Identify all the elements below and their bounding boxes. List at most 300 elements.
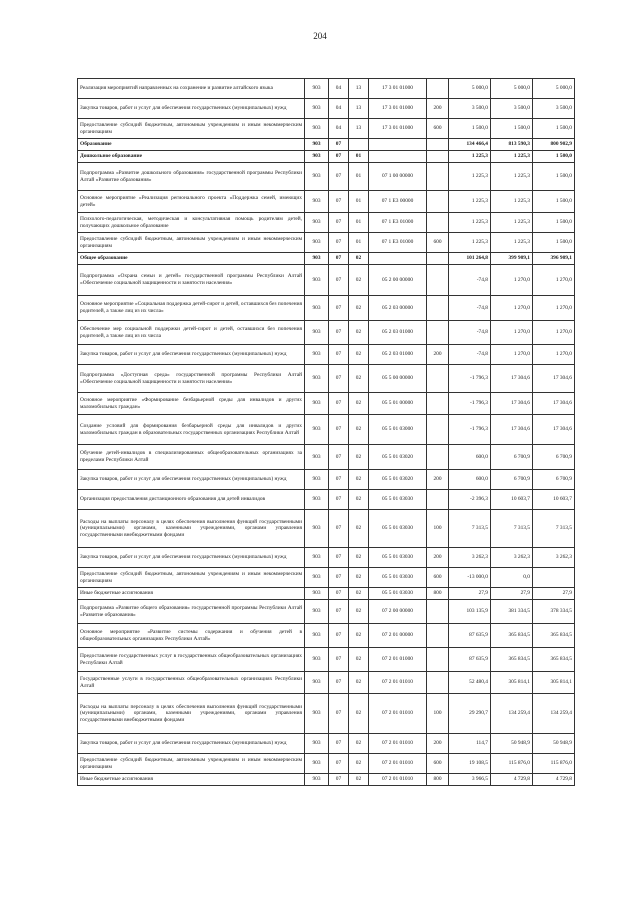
amount-year-3-cell: 134 259,4 [533, 694, 575, 734]
amount-year-1-cell: -1 796,3 [449, 415, 491, 445]
subsection-code-cell: 13 [349, 99, 369, 119]
expense-type-cell [427, 296, 449, 321]
table-row [78, 296, 575, 321]
table-row [78, 321, 575, 345]
subsection-code-cell: 01 [349, 233, 369, 253]
ministry-code-cell: 903 [305, 365, 329, 393]
ministry-code-cell: 903 [305, 99, 329, 119]
amount-year-3-cell: 1 270,0 [533, 296, 575, 321]
expense-name-cell: Основное мероприятие «Формирование безбарьерной среды для инвалидов и других маломобильных граждан» [78, 393, 305, 415]
amount-year-3-cell: 1 500,0 [533, 151, 575, 163]
subsection-code-cell: 13 [349, 79, 369, 99]
target-article-cell: 05 5 01 03030 [369, 548, 427, 568]
expense-name-cell: Иные бюджетные ассигнования [78, 774, 305, 786]
subsection-code-cell: 02 [349, 672, 369, 694]
amount-year-3-cell: 1 270,0 [533, 345, 575, 365]
subsection-code-cell: 02 [349, 365, 369, 393]
amount-year-1-cell: 3 500,0 [449, 99, 491, 119]
subsection-code-cell: 02 [349, 510, 369, 548]
target-article-cell: 07 2 01 00000 [369, 624, 427, 648]
subsection-code-cell: 01 [349, 163, 369, 191]
table-row [78, 445, 575, 470]
amount-year-3-cell: 7 313,5 [533, 510, 575, 548]
amount-year-2-cell: 1 225,3 [491, 191, 533, 213]
amount-year-2-cell: 3 262,3 [491, 548, 533, 568]
table-row [78, 672, 575, 694]
expense-type-cell [427, 151, 449, 163]
ministry-code-cell: 903 [305, 345, 329, 365]
ministry-code-cell: 903 [305, 548, 329, 568]
section-code-cell: 07 [329, 191, 349, 213]
target-article-cell: 05 5 00 00000 [369, 365, 427, 393]
section-code-cell: 07 [329, 548, 349, 568]
amount-year-2-cell: 1 225,3 [491, 151, 533, 163]
amount-year-3-cell: 1 500,0 [533, 119, 575, 139]
section-code-cell: 07 [329, 233, 349, 253]
subsection-code-cell: 02 [349, 624, 369, 648]
table-row [78, 600, 575, 624]
expense-type-cell: 600 [427, 233, 449, 253]
amount-year-2-cell: 115 876,0 [491, 754, 533, 774]
subsection-code-cell: 02 [349, 415, 369, 445]
amount-year-3-cell: 1 500,0 [533, 163, 575, 191]
amount-year-1-cell: 3 262,3 [449, 548, 491, 568]
amount-year-2-cell: 1 270,0 [491, 296, 533, 321]
target-article-cell: 07 2 01 01010 [369, 754, 427, 774]
table-row [78, 253, 575, 265]
expense-name-cell: Закупка товаров, работ и услуг для обеспечения государственных (муниципальных) нужд [78, 734, 305, 754]
amount-year-1-cell: 1 225,3 [449, 233, 491, 253]
ministry-code-cell: 903 [305, 754, 329, 774]
amount-year-3-cell: 17 304,6 [533, 393, 575, 415]
section-code-cell: 07 [329, 139, 349, 151]
amount-year-1-cell: -74,8 [449, 265, 491, 296]
page-number: 204 [313, 31, 327, 41]
expense-name-cell: Дошкольное образование [78, 151, 305, 163]
amount-year-3-cell: 3 500,0 [533, 99, 575, 119]
subsection-code-cell: 02 [349, 648, 369, 672]
amount-year-2-cell: 5 000,0 [491, 79, 533, 99]
section-code-cell: 07 [329, 321, 349, 345]
subsection-code-cell: 02 [349, 774, 369, 786]
section-code-cell: 07 [329, 672, 349, 694]
amount-year-2-cell: 6 700,9 [491, 470, 533, 490]
expense-name-cell: Предоставление субсидий бюджетным, автономным учреждениям и иным некоммерческим организациям [78, 568, 305, 588]
expense-type-cell: 200 [427, 99, 449, 119]
subsection-code-cell: 02 [349, 321, 369, 345]
subsection-code-cell: 02 [349, 345, 369, 365]
subsection-code-cell: 01 [349, 191, 369, 213]
ministry-code-cell: 903 [305, 265, 329, 296]
expense-name-cell: Предоставление субсидий бюджетным, автономным учреждениям и иным некоммерческим организациям [78, 119, 305, 139]
target-article-cell: 07 1 00 00000 [369, 163, 427, 191]
expense-name-cell: Закупка товаров, работ и услуг для обеспечения государственных (муниципальных) нужд [78, 548, 305, 568]
table-row [78, 734, 575, 754]
section-code-cell: 07 [329, 163, 349, 191]
expense-name-cell: Подпрограмма «Развитие общего образования» государственной программы Республики Алтай «Развитие образования» [78, 600, 305, 624]
expense-type-cell [427, 79, 449, 99]
amount-year-3-cell: 27,9 [533, 588, 575, 600]
expense-type-cell [427, 321, 449, 345]
subsection-code-cell: 13 [349, 119, 369, 139]
table-row [78, 99, 575, 119]
amount-year-1-cell: 600,0 [449, 445, 491, 470]
expense-name-cell: Расходы на выплаты персоналу в целях обеспечения выполнения функций государственными (муниципальными) органами, казенными учреждениями, органами управления государственными внебюджетными фондами [78, 510, 305, 548]
target-article-cell [369, 151, 427, 163]
ministry-code-cell: 903 [305, 588, 329, 600]
expense-type-cell: 200 [427, 345, 449, 365]
subsection-code-cell: 02 [349, 600, 369, 624]
ministry-code-cell: 903 [305, 672, 329, 694]
expense-type-cell [427, 672, 449, 694]
section-code-cell: 07 [329, 365, 349, 393]
expense-type-cell [427, 648, 449, 672]
subsection-code-cell: 02 [349, 694, 369, 734]
expense-type-cell: 600 [427, 754, 449, 774]
ministry-code-cell: 903 [305, 648, 329, 672]
ministry-code-cell: 903 [305, 490, 329, 510]
amount-year-1-cell: 1 225,3 [449, 151, 491, 163]
amount-year-1-cell: 101 264,8 [449, 253, 491, 265]
target-article-cell: 17 3 01 01000 [369, 99, 427, 119]
subsection-code-cell: 02 [349, 490, 369, 510]
target-article-cell: 05 5 01 03030 [369, 490, 427, 510]
amount-year-2-cell: 50 948,9 [491, 734, 533, 754]
subsection-code-cell: 02 [349, 588, 369, 600]
expense-type-cell [427, 415, 449, 445]
expense-type-cell: 100 [427, 510, 449, 548]
expense-type-cell [427, 139, 449, 151]
subsection-code-cell: 02 [349, 393, 369, 415]
expense-name-cell: Создание условий для формирования безбарьерной среды для инвалидов и других маломобильных граждан в образовательных государственных организациях Республики Алтай [78, 415, 305, 445]
amount-year-2-cell: 1 225,3 [491, 233, 533, 253]
section-code-cell: 07 [329, 415, 349, 445]
subsection-code-cell: 02 [349, 445, 369, 470]
table-row [78, 415, 575, 445]
expense-name-cell: Подпрограмма «Доступная среда» государственной программы Республики Алтай «Обеспечение социальной защищенности и занятости населения» [78, 365, 305, 393]
amount-year-3-cell: 17 304,6 [533, 415, 575, 445]
amount-year-1-cell: -74,8 [449, 321, 491, 345]
subsection-code-cell: 02 [349, 734, 369, 754]
table-row [78, 79, 575, 99]
target-article-cell: 05 5 01 03020 [369, 470, 427, 490]
subsection-code-cell: 02 [349, 548, 369, 568]
expense-name-cell: Предоставление субсидий бюджетным, автономным учреждениям и иным некоммерческим организациям [78, 233, 305, 253]
amount-year-1-cell: 1 225,3 [449, 213, 491, 233]
expense-type-cell: 200 [427, 734, 449, 754]
target-article-cell: 07 2 01 01010 [369, 734, 427, 754]
expense-type-cell [427, 365, 449, 393]
table-row [78, 548, 575, 568]
amount-year-3-cell [533, 568, 575, 588]
target-article-cell: 05 5 01 00000 [369, 393, 427, 415]
amount-year-3-cell: 305 814,1 [533, 672, 575, 694]
ministry-code-cell: 903 [305, 151, 329, 163]
ministry-code-cell: 903 [305, 119, 329, 139]
amount-year-2-cell: 1 270,0 [491, 265, 533, 296]
section-code-cell: 07 [329, 734, 349, 754]
table-row [78, 510, 575, 548]
amount-year-3-cell: 6 700,9 [533, 470, 575, 490]
table-row [78, 754, 575, 774]
section-code-cell: 04 [329, 99, 349, 119]
table-row [78, 648, 575, 672]
ministry-code-cell: 903 [305, 79, 329, 99]
expense-name-cell: Предоставление государственных услуг в государственных общеобразовательных организациях Республики Алтай [78, 648, 305, 672]
amount-year-1-cell: 1 225,3 [449, 191, 491, 213]
amount-year-3-cell: 1 500,0 [533, 213, 575, 233]
target-article-cell: 05 2 03 00000 [369, 296, 427, 321]
ministry-code-cell: 903 [305, 600, 329, 624]
table-row [78, 139, 575, 151]
expense-type-cell [427, 265, 449, 296]
section-code-cell: 07 [329, 510, 349, 548]
ministry-code-cell: 903 [305, 624, 329, 648]
amount-year-2-cell: 17 304,6 [491, 393, 533, 415]
expense-name-cell: Психолого-педагогическая, методическая и консультативная помощь родителям детей, получающих дошкольное образование [78, 213, 305, 233]
expense-type-cell [427, 490, 449, 510]
amount-year-2-cell: 10 603,7 [491, 490, 533, 510]
table-row [78, 191, 575, 213]
amount-year-1-cell: 5 000,0 [449, 79, 491, 99]
amount-year-3-cell: 5 000,0 [533, 79, 575, 99]
table-row [78, 119, 575, 139]
table-row [78, 345, 575, 365]
expense-type-cell [427, 163, 449, 191]
section-code-cell: 07 [329, 648, 349, 672]
amount-year-1-cell: 3 966,5 [449, 774, 491, 786]
subsection-code-cell: 02 [349, 253, 369, 265]
target-article-cell: 05 5 01 03030 [369, 510, 427, 548]
subsection-code-cell: 01 [349, 151, 369, 163]
amount-year-3-cell: 800 902,9 [533, 139, 575, 151]
target-article-cell: 07 2 01 01010 [369, 694, 427, 734]
table-row [78, 624, 575, 648]
subsection-code-cell: 02 [349, 754, 369, 774]
amount-year-1-cell: -2 396,3 [449, 490, 491, 510]
amount-year-3-cell: 6 700,9 [533, 445, 575, 470]
amount-year-3-cell: 50 948,9 [533, 734, 575, 754]
amount-year-3-cell: 365 834,5 [533, 624, 575, 648]
ministry-code-cell: 903 [305, 296, 329, 321]
ministry-code-cell: 903 [305, 191, 329, 213]
ministry-code-cell: 903 [305, 694, 329, 734]
amount-year-1-cell: 103 135,9 [449, 600, 491, 624]
amount-year-1-cell: -74,8 [449, 345, 491, 365]
section-code-cell: 07 [329, 345, 349, 365]
ministry-code-cell: 903 [305, 253, 329, 265]
amount-year-3-cell: 17 304,6 [533, 365, 575, 393]
expense-name-cell: Основное мероприятие «Развитие системы содержания и обучения детей в общеобразовательных организациях Республики Алтай» [78, 624, 305, 648]
table-row [78, 694, 575, 734]
amount-year-2-cell: 27,9 [491, 588, 533, 600]
amount-year-2-cell: 134 259,4 [491, 694, 533, 734]
amount-year-1-cell: 1 225,3 [449, 163, 491, 191]
expense-name-cell: Закупка товаров, работ и услуг для обеспечения государственных (муниципальных) нужд [78, 99, 305, 119]
expense-type-cell [427, 600, 449, 624]
ministry-code-cell: 903 [305, 470, 329, 490]
expense-name-cell: Общее образование [78, 253, 305, 265]
section-code-cell: 07 [329, 490, 349, 510]
amount-year-1-cell: 87 635,9 [449, 624, 491, 648]
expense-name-cell: Иные бюджетные ассигнования [78, 588, 305, 600]
section-code-cell: 07 [329, 694, 349, 734]
expense-type-cell [427, 445, 449, 470]
section-code-cell: 07 [329, 253, 349, 265]
target-article-cell: 05 2 00 00000 [369, 265, 427, 296]
amount-year-2-cell: 365 834,5 [491, 648, 533, 672]
table-row [78, 151, 575, 163]
expense-name-cell: Образование [78, 139, 305, 151]
amount-year-2-cell: 1 270,0 [491, 321, 533, 345]
section-code-cell: 07 [329, 151, 349, 163]
amount-year-1-cell: -1 796,3 [449, 393, 491, 415]
section-code-cell: 04 [329, 79, 349, 99]
section-code-cell: 07 [329, 296, 349, 321]
ministry-code-cell: 903 [305, 568, 329, 588]
target-article-cell: 05 5 01 03020 [369, 445, 427, 470]
amount-year-2-cell: 1 500,0 [491, 119, 533, 139]
subsection-code-cell: 02 [349, 470, 369, 490]
target-article-cell [369, 139, 427, 151]
amount-year-2-cell: 399 909,1 [491, 253, 533, 265]
amount-year-3-cell: 4 729,8 [533, 774, 575, 786]
ministry-code-cell: 903 [305, 734, 329, 754]
target-article-cell: 17 3 01 01000 [369, 119, 427, 139]
expense-name-cell: Закупка товаров, работ и услуг для обеспечения государственных (муниципальных) нужд [78, 345, 305, 365]
amount-year-2-cell: 3 500,0 [491, 99, 533, 119]
amount-year-1-cell: 87 635,9 [449, 648, 491, 672]
target-article-cell: 07 1 E3 01000 [369, 233, 427, 253]
table-row [78, 490, 575, 510]
table-row [78, 365, 575, 393]
expense-type-cell [427, 624, 449, 648]
subsection-code-cell [349, 139, 369, 151]
amount-year-1-cell: -74,8 [449, 296, 491, 321]
ministry-code-cell: 903 [305, 321, 329, 345]
amount-year-3-cell: 1 270,0 [533, 265, 575, 296]
section-code-cell: 07 [329, 393, 349, 415]
amount-year-2-cell: 1 225,3 [491, 163, 533, 191]
section-code-cell: 07 [329, 624, 349, 648]
section-code-cell: 07 [329, 445, 349, 470]
amount-year-2-cell: 365 834,5 [491, 624, 533, 648]
expense-name-cell: Обеспечение мер социальной поддержки детей-сирот и детей, оставшихся без попечения родителей, а также лиц из их числа [78, 321, 305, 345]
amount-year-1-cell: 19 108,5 [449, 754, 491, 774]
section-code-cell: 07 [329, 588, 349, 600]
amount-year-1-cell: 114,7 [449, 734, 491, 754]
table-row [78, 588, 575, 600]
ministry-code-cell: 903 [305, 393, 329, 415]
section-code-cell: 07 [329, 774, 349, 786]
target-article-cell: 17 3 01 01000 [369, 79, 427, 99]
target-article-cell [369, 253, 427, 265]
expense-name-cell: Организация предоставления дистанционного образования для детей инвалидов [78, 490, 305, 510]
expense-type-cell [427, 393, 449, 415]
expense-type-cell: 800 [427, 774, 449, 786]
table-row [78, 163, 575, 191]
target-article-cell: 07 2 00 00000 [369, 600, 427, 624]
amount-year-3-cell: 365 834,5 [533, 648, 575, 672]
amount-year-3-cell: 1 500,0 [533, 191, 575, 213]
expense-name-cell: Предоставление субсидий бюджетным, автономным учреждениям и иным некоммерческим организациям [78, 754, 305, 774]
target-article-cell: 07 2 01 01010 [369, 672, 427, 694]
amount-year-3-cell: 378 334,5 [533, 600, 575, 624]
expense-name-cell: Закупка товаров, работ и услуг для обеспечения государственных (муниципальных) нужд [78, 470, 305, 490]
expense-type-cell: 200 [427, 470, 449, 490]
table-row [78, 265, 575, 296]
section-code-cell: 07 [329, 568, 349, 588]
section-code-cell: 07 [329, 470, 349, 490]
section-code-cell: 07 [329, 213, 349, 233]
ministry-code-cell: 903 [305, 139, 329, 151]
expense-name-cell: Подпрограмма «Охрана семьи и детей» государственной программы Республики Алтай «Обеспечение социальной защищенности и занятости населения» [78, 265, 305, 296]
amount-year-1-cell: -13 000,0 [449, 568, 491, 588]
amount-year-1-cell: 27,9 [449, 588, 491, 600]
section-code-cell: 07 [329, 754, 349, 774]
amount-year-3-cell: 396 909,1 [533, 253, 575, 265]
amount-year-2-cell: 0,0 [491, 568, 533, 588]
amount-year-2-cell: 305 814,1 [491, 672, 533, 694]
subsection-code-cell: 02 [349, 265, 369, 296]
amount-year-2-cell: 6 700,9 [491, 445, 533, 470]
section-code-cell: 04 [329, 119, 349, 139]
target-article-cell: 05 5 01 03030 [369, 568, 427, 588]
amount-year-2-cell: 17 304,6 [491, 365, 533, 393]
expense-name-cell: Основное мероприятие «Социальная поддержка детей-сирот и детей, оставшихся без попечения родителей, а также лиц из их числа» [78, 296, 305, 321]
ministry-code-cell: 903 [305, 415, 329, 445]
expense-name-cell: Государственные услуги в государственных общеобразовательных организациях Республики Алтай [78, 672, 305, 694]
amount-year-1-cell: 1 500,0 [449, 119, 491, 139]
target-article-cell: 05 5 01 03000 [369, 415, 427, 445]
amount-year-3-cell: 115 876,0 [533, 754, 575, 774]
ministry-code-cell: 903 [305, 213, 329, 233]
amount-year-1-cell: 29 290,7 [449, 694, 491, 734]
amount-year-2-cell: 381 334,5 [491, 600, 533, 624]
subsection-code-cell: 02 [349, 296, 369, 321]
ministry-code-cell: 903 [305, 163, 329, 191]
table-row [78, 233, 575, 253]
amount-year-3-cell: 10 603,7 [533, 490, 575, 510]
expense-name-cell: Расходы на выплаты персоналу в целях обеспечения выполнения функций государственными (муниципальными) органами, казенными учреждениями, органами управления государственными внебюджетными фондами [78, 694, 305, 734]
subsection-code-cell: 02 [349, 568, 369, 588]
target-article-cell: 07 2 01 01010 [369, 774, 427, 786]
amount-year-1-cell: 134 466,4 [449, 139, 491, 151]
amount-year-3-cell: 3 262,3 [533, 548, 575, 568]
table-row [78, 393, 575, 415]
budget-allocation-table [77, 78, 575, 786]
amount-year-2-cell: 1 225,3 [491, 213, 533, 233]
expense-type-cell: 800 [427, 588, 449, 600]
target-article-cell: 05 2 03 01000 [369, 321, 427, 345]
expense-name-cell: Реализация мероприятий направленных на сохранение и развитие алтайского языка [78, 79, 305, 99]
target-article-cell: 05 5 01 03030 [369, 588, 427, 600]
amount-year-2-cell: 1 270,0 [491, 345, 533, 365]
table-row [78, 470, 575, 490]
expense-type-cell [427, 191, 449, 213]
expense-name-cell: Подпрограмма «Развитие дошкольного образования» государственной программы Республики Алтай «Развитие образования» [78, 163, 305, 191]
target-article-cell: 07 2 01 01000 [369, 648, 427, 672]
expense-type-cell: 600 [427, 568, 449, 588]
ministry-code-cell: 903 [305, 233, 329, 253]
amount-year-1-cell: 52 480,4 [449, 672, 491, 694]
amount-year-1-cell: -1 796,3 [449, 365, 491, 393]
expense-name-cell: Основное мероприятие «Реализация регионального проекта «Поддержка семей, имеющих детей» [78, 191, 305, 213]
expense-type-cell [427, 213, 449, 233]
amount-year-1-cell: 600,0 [449, 470, 491, 490]
amount-year-3-cell: 1 500,0 [533, 233, 575, 253]
expense-name-cell: Обучение детей-инвалидов в специализированных общеобразовательных организациях за пределами Республики Алтай [78, 445, 305, 470]
